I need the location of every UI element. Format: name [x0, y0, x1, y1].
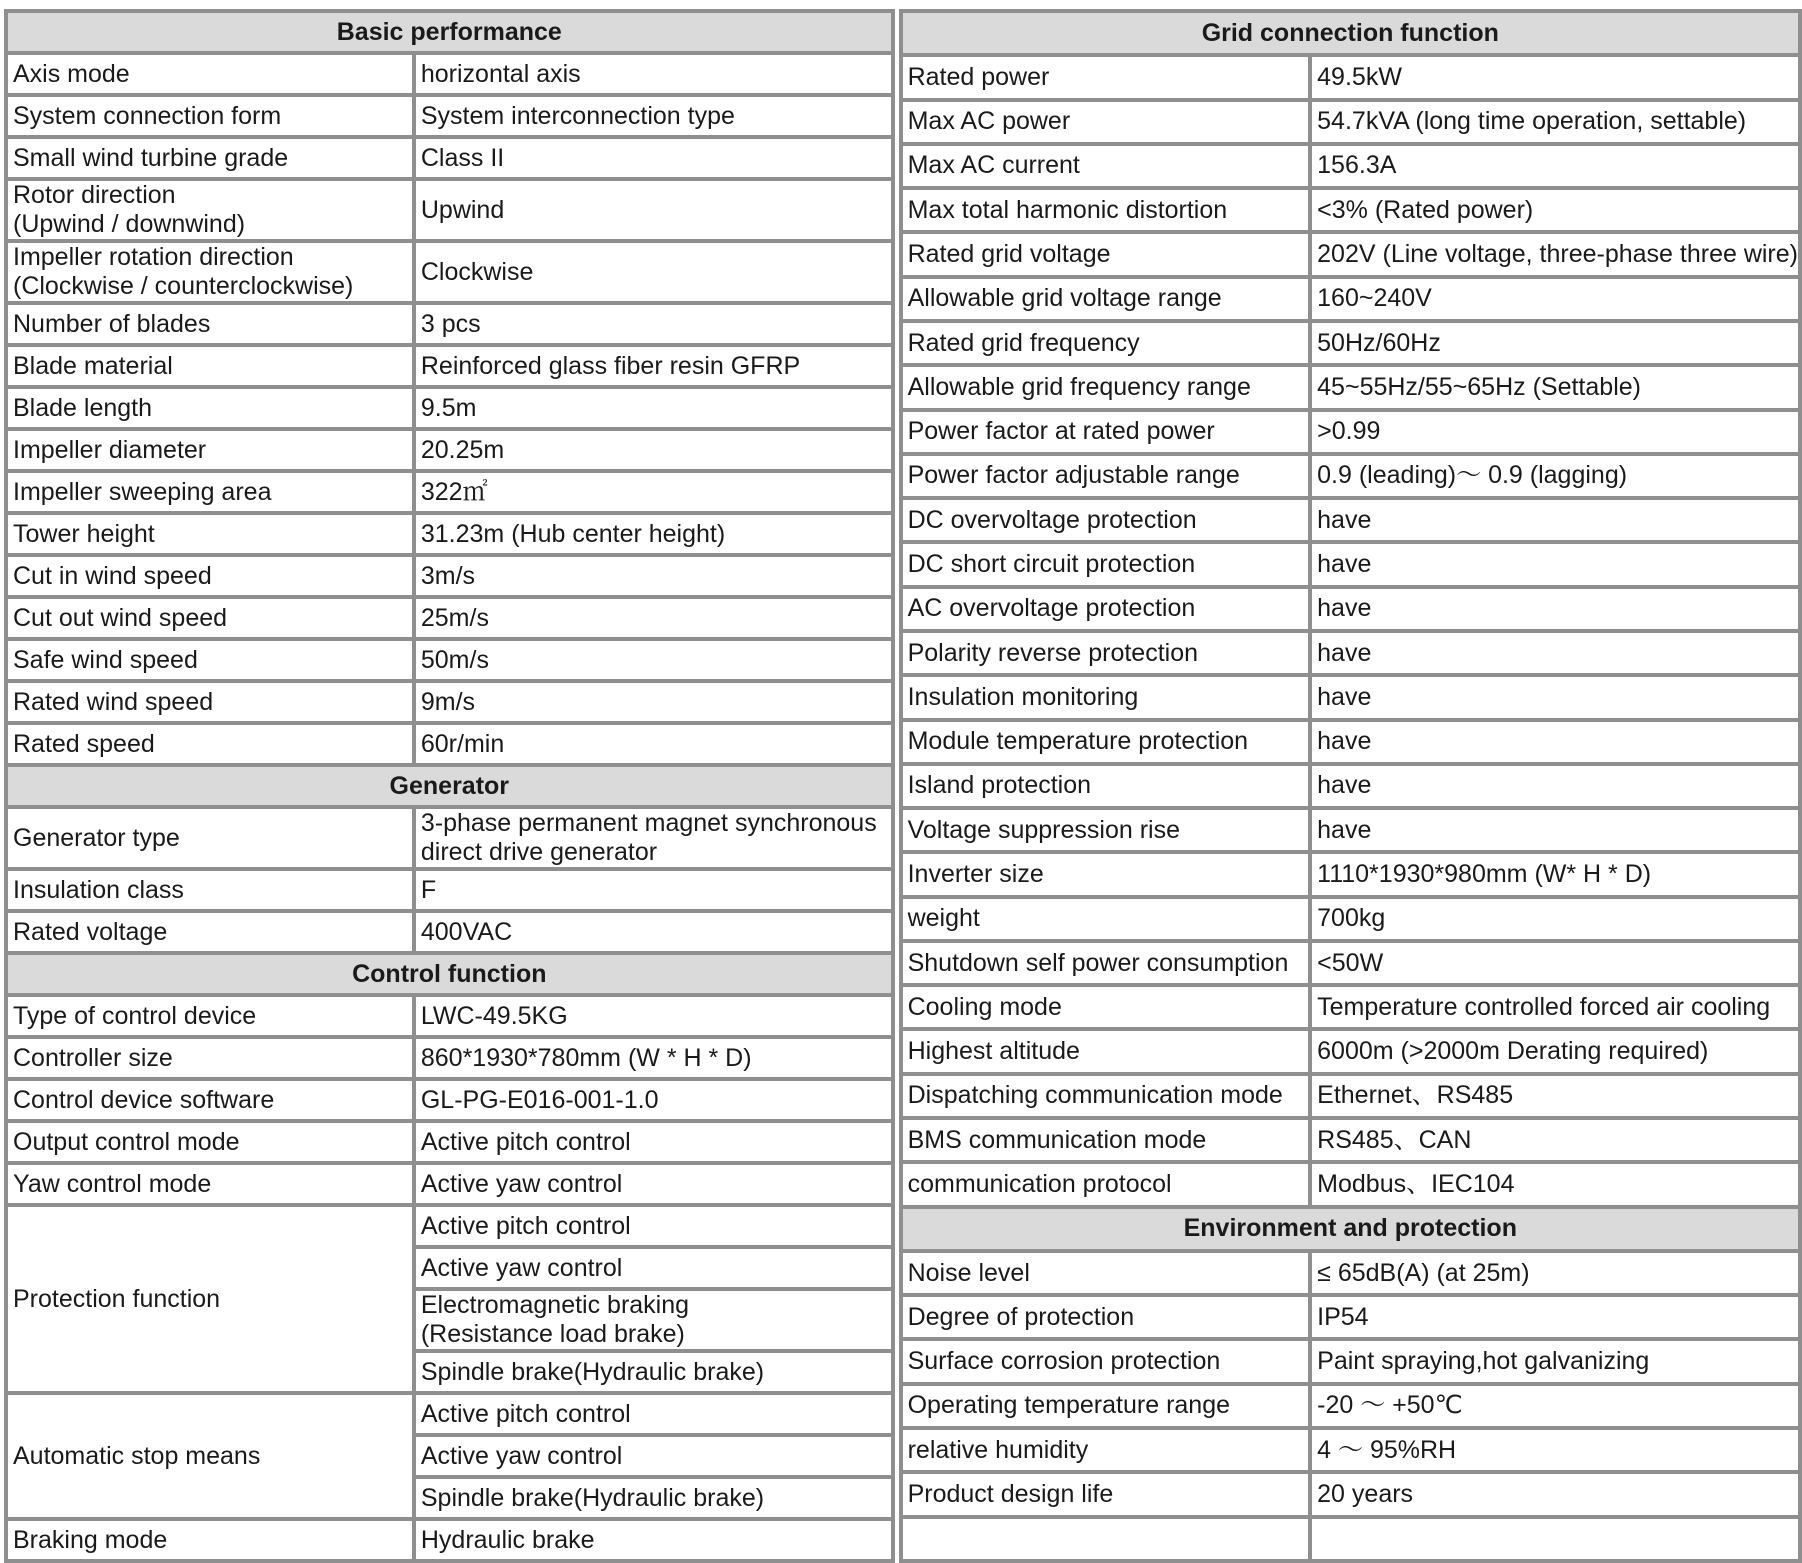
spec-label: Blade length: [8, 389, 412, 427]
spec-label: Type of control device: [8, 997, 412, 1035]
table-row: [8, 515, 891, 553]
table-row: [903, 279, 1798, 319]
spec-value: 3 pcs: [416, 305, 891, 343]
table-row: [8, 599, 891, 637]
spec-label: Generator type: [8, 809, 412, 867]
table-row: [903, 190, 1798, 230]
table-row: [8, 913, 891, 951]
spec-value: Reinforced glass fiber resin GFRP: [416, 347, 891, 385]
spec-value: 322㎡: [416, 473, 891, 511]
spec-value: Hydraulic brake: [416, 1521, 891, 1559]
table-row: [903, 456, 1798, 496]
spec-label: Allowable grid voltage range: [903, 279, 1309, 319]
section-row: [8, 955, 891, 993]
spec-label: Output control mode: [8, 1123, 412, 1161]
spec-label: Yaw control mode: [8, 1165, 412, 1203]
table-row: [8, 347, 891, 385]
table-row: [903, 544, 1798, 584]
spec-label: Max AC power: [903, 102, 1309, 142]
table-row: [903, 1386, 1798, 1426]
spec-value: Active pitch control: [416, 1123, 891, 1161]
spec-value: Electromagnetic braking (Resistance load brake): [416, 1291, 891, 1349]
table-row: [903, 987, 1798, 1027]
spec-value: 4 ～ 95%RH: [1312, 1430, 1798, 1470]
spec-value: Spindle brake(Hydraulic brake): [416, 1353, 891, 1391]
spec-value: 45~55Hz/55~65Hz (Settable): [1312, 367, 1798, 407]
spec-label: Insulation class: [8, 871, 412, 909]
spec-value: System interconnection type: [416, 97, 891, 135]
spec-value: have: [1312, 810, 1798, 850]
spec-label: Cut out wind speed: [8, 599, 412, 637]
inverter-spec-table: [899, 9, 1802, 1563]
spec-value: horizontal axis: [416, 55, 891, 93]
table-row: [903, 766, 1798, 806]
spec-label: Number of blades: [8, 305, 412, 343]
table-row: [8, 305, 891, 343]
spec-value: have: [1312, 544, 1798, 584]
spec-label: Power factor adjustable range: [903, 456, 1309, 496]
spec-label: Cooling mode: [903, 987, 1309, 1027]
spec-value: have: [1312, 500, 1798, 540]
table-row: [903, 633, 1798, 673]
spec-value: IP54: [1312, 1297, 1798, 1337]
section-row: [8, 13, 891, 51]
table-row: [8, 683, 891, 721]
spec-label: Protection function: [8, 1207, 412, 1391]
table-row: [8, 871, 891, 909]
spec-label: Max AC current: [903, 146, 1309, 186]
spec-label: Small wind turbine grade: [8, 139, 412, 177]
spec-label: Rotor direction (Upwind / downwind): [8, 181, 412, 239]
spec-value: 31.23m (Hub center height): [416, 515, 891, 553]
section-header-grid-connection: Grid connection function: [903, 13, 1798, 53]
spec-value: Ethernet、RS485: [1312, 1076, 1798, 1116]
table-row: [903, 854, 1798, 894]
spec-value: 9m/s: [416, 683, 891, 721]
spec-label: Rated grid frequency: [903, 323, 1309, 363]
spec-value: Modbus、IEC104: [1312, 1164, 1798, 1204]
spec-value: -20 ～ +50℃: [1312, 1386, 1798, 1426]
spec-value: Paint spraying,hot galvanizing: [1312, 1341, 1798, 1381]
spec-value: Upwind: [416, 181, 891, 239]
spec-label: Controller size: [8, 1039, 412, 1077]
spec-label: Module temperature protection: [903, 722, 1309, 762]
section-header-environment: Environment and protection: [903, 1209, 1798, 1249]
spec-label: Rated wind speed: [8, 683, 412, 721]
spec-label: Voltage suppression rise: [903, 810, 1309, 850]
table-row: [903, 810, 1798, 850]
spec-label: Noise level: [903, 1253, 1309, 1293]
table-row: [8, 389, 891, 427]
spec-value: 20 years: [1312, 1474, 1798, 1514]
spec-label: Rated power: [903, 57, 1309, 97]
spec-label: Surface corrosion protection: [903, 1341, 1309, 1381]
table-row: [8, 243, 891, 301]
spec-value: 202V (Line voltage, three-phase three wire): [1312, 234, 1798, 274]
spec-value: 0.9 (leading)～ 0.9 (lagging): [1312, 456, 1798, 496]
spec-label: Operating temperature range: [903, 1386, 1309, 1426]
spec-value: 160~240V: [1312, 279, 1798, 319]
table-row: [8, 1039, 891, 1077]
table-row: [903, 367, 1798, 407]
spec-label: [903, 1519, 1309, 1559]
table-row: [903, 323, 1798, 363]
section-header-generator: Generator: [8, 767, 891, 805]
spec-label: Product design life: [903, 1474, 1309, 1514]
table-row: [8, 139, 891, 177]
spec-label: communication protocol: [903, 1164, 1309, 1204]
spec-value: 6000m (>2000m Derating required): [1312, 1031, 1798, 1071]
spec-label: Tower height: [8, 515, 412, 553]
spec-label: Shutdown self power consumption: [903, 943, 1309, 983]
spec-label: DC short circuit protection: [903, 544, 1309, 584]
spec-value: RS485、CAN: [1312, 1120, 1798, 1160]
spec-value: ≤ 65dB(A) (at 25m): [1312, 1253, 1798, 1293]
spec-value: 700kg: [1312, 899, 1798, 939]
spec-value: LWC-49.5KG: [416, 997, 891, 1035]
spec-label: Automatic stop means: [8, 1395, 412, 1517]
table-row: [8, 1081, 891, 1119]
spec-label: Impeller diameter: [8, 431, 412, 469]
spec-label: Impeller sweeping area: [8, 473, 412, 511]
table-row: [8, 55, 891, 93]
spec-label: Inverter size: [903, 854, 1309, 894]
spec-label: AC overvoltage protection: [903, 589, 1309, 629]
spec-label: Rated voltage: [8, 913, 412, 951]
spec-label: Rated grid voltage: [903, 234, 1309, 274]
spec-value: Spindle brake(Hydraulic brake): [416, 1479, 891, 1517]
table-row: [8, 1123, 891, 1161]
spec-label: System connection form: [8, 97, 412, 135]
spec-label: Impeller rotation direction (Clockwise / counterclockwise): [8, 243, 412, 301]
spec-label: Polarity reverse protection: [903, 633, 1309, 673]
spec-value: Class II: [416, 139, 891, 177]
spec-label: Safe wind speed: [8, 641, 412, 679]
table-row: [8, 1395, 891, 1433]
spec-label: Power factor at rated power: [903, 412, 1309, 452]
spec-value: 156.3A: [1312, 146, 1798, 186]
spec-value: >0.99: [1312, 412, 1798, 452]
table-row: [903, 1341, 1798, 1381]
table-row: [8, 181, 891, 239]
table-row: [903, 1164, 1798, 1204]
section-header-control-function: Control function: [8, 955, 891, 993]
spec-label: weight: [903, 899, 1309, 939]
spec-value: have: [1312, 677, 1798, 717]
table-row: [8, 1207, 891, 1245]
table-row: [8, 1165, 891, 1203]
table-row: [903, 589, 1798, 629]
spec-label: Island protection: [903, 766, 1309, 806]
table-row: [8, 431, 891, 469]
table-row: [903, 722, 1798, 762]
table-row: [903, 943, 1798, 983]
table-row: [903, 1430, 1798, 1470]
table-row: [8, 997, 891, 1035]
table-row: [8, 725, 891, 763]
table-row: [8, 97, 891, 135]
section-row: [903, 1209, 1798, 1249]
table-row: [903, 1519, 1798, 1559]
spec-value: 20.25m: [416, 431, 891, 469]
spec-value: <3% (Rated power): [1312, 190, 1798, 230]
spec-label: Cut in wind speed: [8, 557, 412, 595]
spec-sheet: [4, 9, 1802, 1563]
table-row: [903, 412, 1798, 452]
spec-value: 1110*1930*980mm (W* H * D): [1312, 854, 1798, 894]
table-row: [8, 473, 891, 511]
table-row: [903, 234, 1798, 274]
spec-value: [1312, 1519, 1798, 1559]
spec-value: have: [1312, 589, 1798, 629]
spec-value: 50m/s: [416, 641, 891, 679]
spec-value: 3m/s: [416, 557, 891, 595]
spec-label: Dispatching communication mode: [903, 1076, 1309, 1116]
spec-label: Braking mode: [8, 1521, 412, 1559]
table-row: [8, 809, 891, 867]
spec-value: 49.5kW: [1312, 57, 1798, 97]
spec-value: 50Hz/60Hz: [1312, 323, 1798, 363]
spec-label: Rated speed: [8, 725, 412, 763]
table-row: [903, 146, 1798, 186]
table-row: [903, 1076, 1798, 1116]
spec-label: Max total harmonic distortion: [903, 190, 1309, 230]
turbine-spec-table: [4, 9, 895, 1563]
spec-value: GL-PG-E016-001-1.0: [416, 1081, 891, 1119]
table-row: [8, 641, 891, 679]
table-row: [903, 500, 1798, 540]
section-header-basic-performance: Basic performance: [8, 13, 891, 51]
spec-value: 60r/min: [416, 725, 891, 763]
table-row: [8, 1521, 891, 1559]
spec-value: 400VAC: [416, 913, 891, 951]
spec-value: Clockwise: [416, 243, 891, 301]
spec-value: 9.5m: [416, 389, 891, 427]
table-row: [903, 102, 1798, 142]
spec-label: Axis mode: [8, 55, 412, 93]
spec-label: Insulation monitoring: [903, 677, 1309, 717]
spec-value: Temperature controlled forced air cooling: [1312, 987, 1798, 1027]
table-row: [8, 557, 891, 595]
spec-label: Blade material: [8, 347, 412, 385]
spec-label: DC overvoltage protection: [903, 500, 1309, 540]
spec-label: relative humidity: [903, 1430, 1309, 1470]
spec-value: 860*1930*780mm (W * H * D): [416, 1039, 891, 1077]
spec-value: have: [1312, 722, 1798, 762]
spec-label: Degree of protection: [903, 1297, 1309, 1337]
table-row: [903, 57, 1798, 97]
spec-value: Active yaw control: [416, 1437, 891, 1475]
table-row: [903, 899, 1798, 939]
spec-label: Control device software: [8, 1081, 412, 1119]
spec-value: <50W: [1312, 943, 1798, 983]
table-row: [903, 1297, 1798, 1337]
spec-value: 54.7kVA (long time operation, settable): [1312, 102, 1798, 142]
spec-value: Active yaw control: [416, 1165, 891, 1203]
spec-value: Active yaw control: [416, 1249, 891, 1287]
spec-value: Active pitch control: [416, 1395, 891, 1433]
table-row: [903, 1253, 1798, 1293]
spec-value: Active pitch control: [416, 1207, 891, 1245]
spec-label: Highest altitude: [903, 1031, 1309, 1071]
table-row: [903, 677, 1798, 717]
spec-value: have: [1312, 633, 1798, 673]
table-row: [903, 1120, 1798, 1160]
table-row: [903, 1031, 1798, 1071]
spec-value: 3-phase permanent magnet synchronous direct drive generator: [416, 809, 891, 867]
section-row: [8, 767, 891, 805]
spec-label: BMS communication mode: [903, 1120, 1309, 1160]
spec-label: Allowable grid frequency range: [903, 367, 1309, 407]
spec-value: F: [416, 871, 891, 909]
table-row: [903, 1474, 1798, 1514]
section-row: [903, 13, 1798, 53]
spec-value: have: [1312, 766, 1798, 806]
spec-value: 25m/s: [416, 599, 891, 637]
